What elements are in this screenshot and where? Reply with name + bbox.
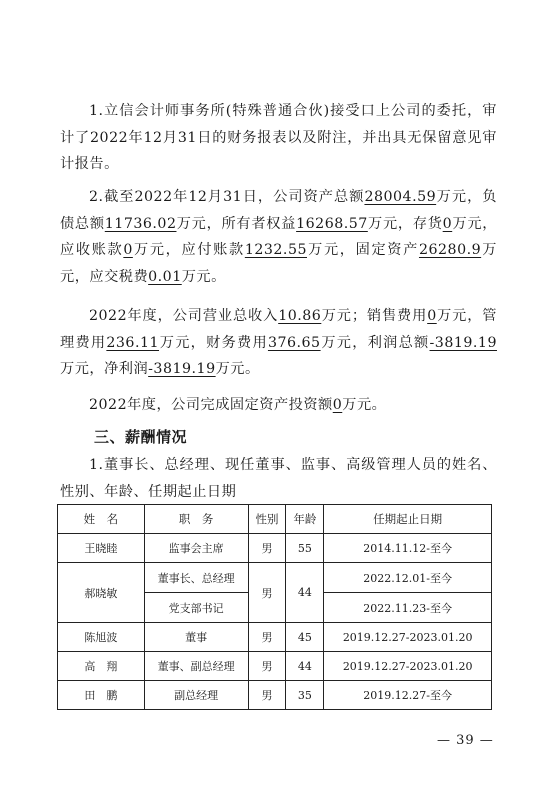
value-sales-expense: 0 xyxy=(427,308,437,324)
paragraph-income xyxy=(60,303,497,383)
text: 万元。 xyxy=(181,268,226,285)
cell-term: 2019.12.27-2023.01.20 xyxy=(324,652,492,681)
cell-age: 45 xyxy=(286,623,324,652)
cell-age: 35 xyxy=(286,681,324,710)
text: 万元，存货 xyxy=(367,215,443,232)
text: 万元，利润总额 xyxy=(320,334,430,351)
personnel-table xyxy=(57,504,492,710)
value-equity: 16268.57 xyxy=(296,215,368,232)
value-taxes: 0.01 xyxy=(148,268,182,285)
value-total-assets: 28004.59 xyxy=(364,189,437,205)
value-receivables: 0 xyxy=(123,242,133,258)
text: 万元。 xyxy=(215,361,260,377)
text: 万元，应付账款 xyxy=(132,242,245,258)
cell-position: 董事、副总经理 xyxy=(144,652,248,681)
text: 万元。 xyxy=(342,397,387,413)
value-payables: 1232.55 xyxy=(244,242,307,258)
value-inventory: 0 xyxy=(442,215,453,232)
cell-gender: 男 xyxy=(248,652,286,681)
cell-name: 陈旭波 xyxy=(58,623,145,652)
table-row xyxy=(58,623,492,652)
text: 万元，固定资产 xyxy=(307,242,419,258)
header-name: 姓 名 xyxy=(58,505,145,534)
text: 万元，财务费用 xyxy=(159,334,268,351)
text: 万元，管理费用 xyxy=(60,308,497,351)
cell-term: 2022.11.23-至今 xyxy=(324,593,492,623)
cell-age: 44 xyxy=(286,563,324,623)
cell-age: 55 xyxy=(286,534,324,563)
value-revenue: 10.86 xyxy=(278,308,322,324)
paragraph-investment xyxy=(60,392,497,419)
cell-gender: 男 xyxy=(248,534,286,563)
page-number: — 39 — xyxy=(437,733,494,748)
cell-position: 董事 xyxy=(144,623,248,652)
table-row xyxy=(58,563,492,593)
cell-age: 44 xyxy=(286,652,324,681)
cell-name: 郝晓敏 xyxy=(58,563,145,623)
cell-name: 高 翔 xyxy=(58,652,145,681)
value-investment: 0 xyxy=(332,397,343,413)
text: 万元，应收账款 xyxy=(60,215,497,258)
header-gender: 性别 xyxy=(248,505,286,534)
text: 万元，应交税费 xyxy=(60,242,497,285)
value-net-profit: -3819.19 xyxy=(148,361,216,377)
text: 万元，负债总额 xyxy=(60,189,497,232)
value-liabilities: 11736.02 xyxy=(104,215,177,232)
table-row xyxy=(58,652,492,681)
paragraph-audit: 1.立信会计师事务所(特殊普通合伙)接受口上公司的委托，审计了2022年12月31日的财务报表以及附注，并出具无保留意见审计报告。 xyxy=(60,103,497,172)
cell-term: 2019.12.27-至今 xyxy=(324,681,492,710)
value-fixed-assets: 26280.9 xyxy=(418,242,482,258)
text: 2.截至2022年12月31日，公司资产总额 xyxy=(89,189,365,205)
cell-gender: 男 xyxy=(248,623,286,652)
cell-position: 董事长、总经理 xyxy=(144,563,248,593)
section-heading: 三、薪酬情况 xyxy=(94,428,188,446)
text: 万元，所有者权益 xyxy=(176,215,297,232)
sub-heading: 1.董事长、总经理、现任董事、监事、高级管理人员的姓名、性别、年龄、任期起止日期 xyxy=(60,457,497,500)
text: 万元，净利润 xyxy=(60,361,149,377)
value-admin-expense: 236.11 xyxy=(106,334,160,351)
paragraph-balance-sheet xyxy=(60,184,497,290)
value-finance-expense: 376.65 xyxy=(267,334,321,351)
cell-term: 2019.12.27-2023.01.20 xyxy=(324,623,492,652)
cell-gender: 男 xyxy=(248,563,286,623)
header-term: 任期起止日期 xyxy=(324,505,492,534)
cell-position: 监事会主席 xyxy=(144,534,248,563)
cell-position: 党支部书记 xyxy=(144,593,248,623)
value-total-profit: -3819.19 xyxy=(429,334,497,351)
cell-term: 2022.12.01-至今 xyxy=(324,563,492,593)
cell-gender: 男 xyxy=(248,681,286,710)
text: 万元；销售费用 xyxy=(321,308,428,324)
header-position: 职 务 xyxy=(144,505,248,534)
text: 2022年度，公司营业总收入 xyxy=(89,308,279,324)
table-row xyxy=(58,681,492,710)
table-header-row xyxy=(58,505,492,534)
header-age: 年龄 xyxy=(286,505,324,534)
cell-term: 2014.11.12-至今 xyxy=(324,534,492,563)
table-row xyxy=(58,534,492,563)
cell-name: 王晓睦 xyxy=(58,534,145,563)
cell-name: 田 鹏 xyxy=(58,681,145,710)
text: 2022年度，公司完成固定资产投资额 xyxy=(89,397,333,413)
cell-position: 副总经理 xyxy=(144,681,248,710)
